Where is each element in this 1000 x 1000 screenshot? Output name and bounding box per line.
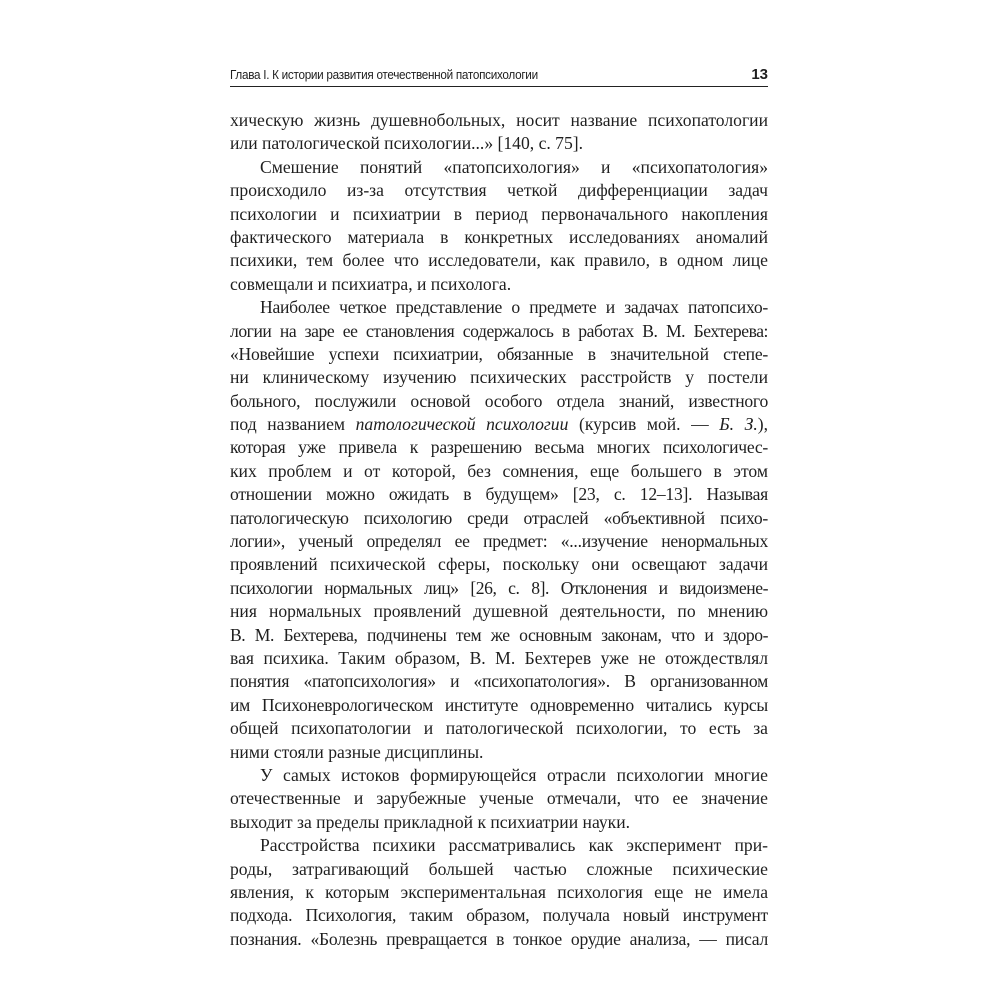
book-page bbox=[230, 56, 768, 951]
text-line: проявлений психической сферы, поскольку они освещают задачи bbox=[230, 554, 768, 575]
text-line: вая психика. Таким образом, В. М. Бехтерев уже не отождествлял bbox=[230, 647, 768, 668]
text-line: Смешение понятий «патопсихология» и «психопатология» bbox=[260, 156, 768, 177]
text-fragment: (курсив мой. — bbox=[568, 414, 720, 435]
text-line: общей психопатологии и патологической психологии, то есть за bbox=[230, 718, 768, 739]
text-fragment: ), bbox=[757, 414, 768, 435]
body-text bbox=[230, 109, 768, 951]
text-line: У самых истоков формирующейся отрасли психологии многие bbox=[260, 764, 768, 785]
text-line: психологии нормальных лиц» [26, с. 8]. Отклонения и видоизмене- bbox=[230, 577, 768, 598]
text-line: понятия «патопсихология» и «психопатология». В организованном bbox=[230, 671, 768, 692]
text-line: познания. «Болезнь превращается в тонкое орудие анализа, — писал bbox=[230, 928, 768, 949]
page-number: 13 bbox=[751, 66, 768, 83]
text-line bbox=[230, 413, 768, 436]
text-line: логии на заре ее становления содержалось в работах В. М. Бехтерева: bbox=[230, 320, 768, 341]
text-line: подхода. Психология, таким образом, получала новый инструмент bbox=[230, 905, 768, 926]
text-line: ни клиническому изучению психических расстройств у постели bbox=[230, 367, 768, 388]
text-line: патологическую психологию среди отраслей «объективной психо- bbox=[230, 507, 768, 528]
text-line: Расстройства психики рассматривались как эксперимент при- bbox=[260, 835, 768, 856]
text-line: совмещали и психиатра, и психолога. bbox=[230, 273, 512, 294]
text-line: логии», ученый определял ее предмет: «...изучение ненормальных bbox=[230, 531, 768, 552]
text-line: В. М. Бехтерева, подчинены тем же основным законам, что и здоро- bbox=[230, 624, 768, 645]
text-line: явления, к которым экспериментальная психология еще не имела bbox=[230, 881, 768, 902]
chapter-title: Глава I. К истории развития отечественной патопсихологии bbox=[230, 68, 538, 82]
text-line: фактического материала в конкретных исследованиях аномалий bbox=[230, 226, 768, 247]
italic-initials: Б. З. bbox=[719, 414, 758, 435]
text-line: «Новейшие успехи психиатрии, обязанные в значительной степе- bbox=[230, 343, 768, 364]
text-line: роды, затрагивающий большей частью сложные психические bbox=[230, 858, 768, 879]
text-line: Наиболее четкое представление о предмете и задачах патопсихо- bbox=[260, 297, 768, 318]
text-line: выходит за пределы прикладной к психиатрии науки. bbox=[230, 811, 631, 832]
text-line: ких проблем и от которой, без сомнения, еще большего в этом bbox=[230, 460, 768, 481]
text-line: ния нормальных проявлений душевной деятельности, по мнению bbox=[230, 601, 768, 622]
text-line: или патологической психологии...» [140, с. 75]. bbox=[230, 133, 584, 154]
running-header bbox=[230, 56, 768, 87]
text-line: психологии и психиатрии в период первоначального накопления bbox=[230, 203, 768, 224]
text-line: отечественные и зарубежные ученые отмечали, что ее значение bbox=[230, 788, 768, 809]
text-line: отношении можно ожидать в будущем» [23, с. 12–13]. Называя bbox=[230, 484, 768, 505]
text-line: им Психоневрологическом институте одновременно читались курсы bbox=[230, 694, 768, 715]
text-line: которая уже привела к разрешению весьма многих психологичес- bbox=[230, 437, 768, 458]
italic-term: патологической психологии bbox=[355, 414, 569, 435]
text-line: происходило из-за отсутствия четкой дифференциации задач bbox=[230, 180, 768, 201]
text-line: ними стояли разные дисциплины. bbox=[230, 741, 484, 762]
text-line: больного, послужили основой особого отдела знаний, известного bbox=[230, 390, 768, 411]
text-line: хическую жизнь душевнобольных, носит название психопатологии bbox=[230, 110, 768, 130]
text-fragment: под названием bbox=[230, 414, 356, 435]
text-line: психики, тем более что исследователи, как правило, в одном лице bbox=[230, 250, 768, 271]
